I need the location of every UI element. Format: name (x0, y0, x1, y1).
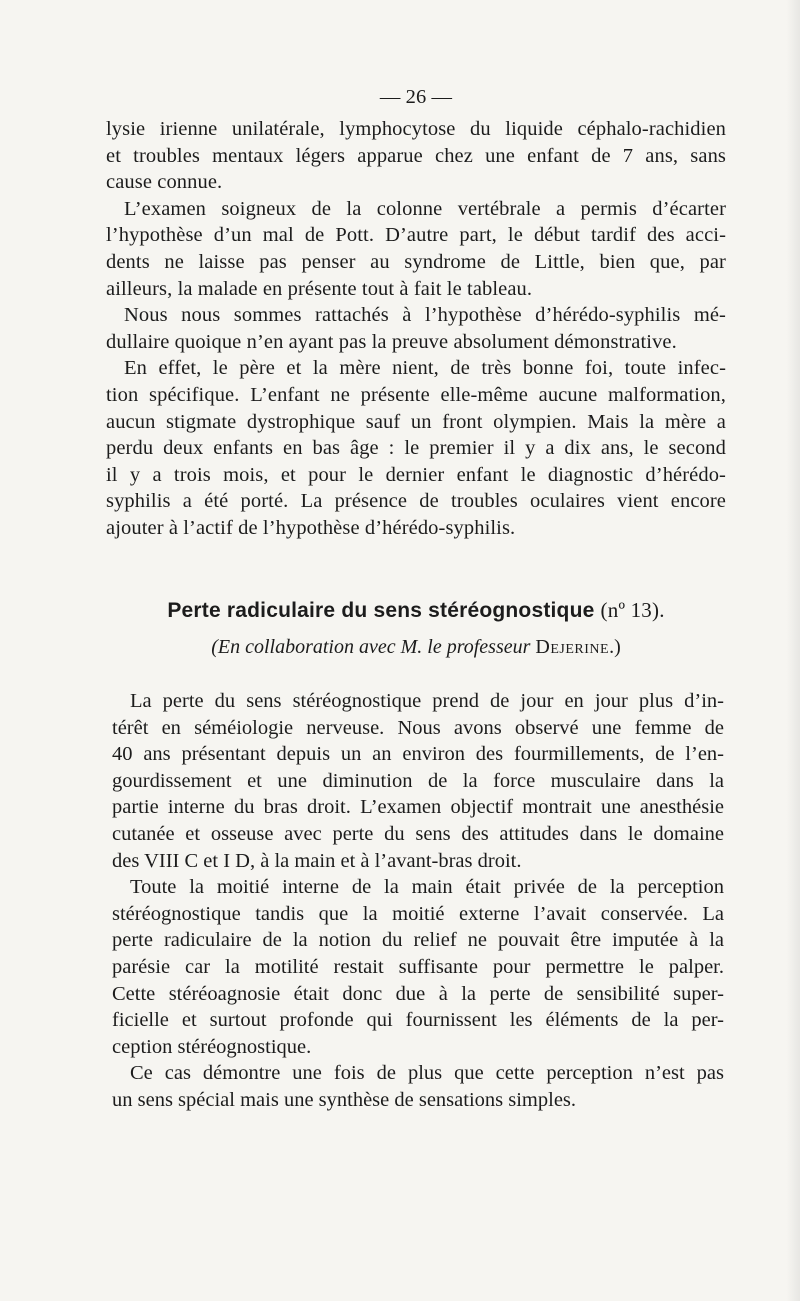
text-line: gourdissement et une diminution de la force musculaire dans la (112, 769, 724, 792)
section-paragraph-1 (112, 688, 724, 874)
text-line: dullaire quoique n’en ayant pas la preuve absolument démonstrative. (106, 330, 677, 353)
collaboration-note (106, 636, 726, 659)
intro-paragraph-1 (106, 116, 726, 196)
section-body (112, 688, 724, 1114)
text-line: ailleurs, la malade en présente tout à fait le tableau. (106, 277, 533, 300)
collaboration-text: (En collaboration avec M. le professeur (211, 636, 531, 658)
text-line: un sens spécial mais une synthèse de sensations simples. (112, 1088, 577, 1111)
text-line: cutanée et osseuse avec perte du sens des attitudes dans le domaine (112, 822, 724, 845)
section-reference: (nº 13). (600, 598, 665, 622)
page-number: — 26 — (379, 86, 453, 108)
intro-paragraph-2 (106, 196, 726, 302)
text-line: Nous nous sommes rattachés à l’hypothèse d’hérédo-syphilis mé- (124, 304, 726, 327)
collaboration-close: .) (609, 636, 621, 658)
text-line: et troubles mentaux légers apparue chez une enfant de 7 ans, sans (106, 144, 726, 167)
text-line: parésie car la motilité restait suffisante pour permettre le palper. (112, 955, 724, 978)
text-line: syphilis a été porté. La présence de troubles oculaires vient encore (106, 490, 726, 513)
text-line: Ce cas démontre une fois de plus que cette perception n’est pas (130, 1062, 724, 1085)
section-paragraph-2 (112, 874, 724, 1060)
text-line: La perte du sens stéréognostique prend de jour en jour plus d’in- (130, 690, 724, 712)
collaborator-name: Dejerine (535, 636, 610, 658)
text-line: Cette stéréoagnosie était donc due à la perte de sensibilité super- (112, 982, 724, 1005)
text-line: L’examen soigneux de la colonne vertébrale a permis d’écarter (124, 197, 726, 220)
text-line: térêt en séméiologie nerveuse. Nous avons observé une femme de (112, 716, 724, 739)
text-line: ception stéréognostique. (112, 1035, 312, 1058)
text-line: stéréognostique tandis que la moitié externe l’avait conservée. La (112, 902, 724, 925)
intro-paragraph-3 (106, 302, 726, 355)
page-body (106, 82, 726, 542)
page-edge-shadow (786, 0, 800, 1301)
text-line: ajouter à l’actif de l’hypothèse d’hérédo-syphilis. (106, 516, 516, 539)
text-line: des VIII C et I D, à la main et à l’avant-bras droit. (112, 849, 522, 872)
section-heading (106, 598, 726, 623)
text-line: perte radiculaire de la notion du relief ne pouvait être imputée à la (112, 929, 724, 952)
text-line: tion spécifique. L’enfant ne présente elle-même aucune malformation, (106, 383, 726, 406)
section-paragraph-3 (112, 1060, 724, 1113)
text-line: En effet, le père et la mère nient, de très bonne foi, toute infec- (124, 357, 726, 380)
text-line: partie interne du bras droit. L’examen objectif montrait une anesthésie (112, 796, 724, 819)
text-line: dents ne laisse pas penser au syndrome de Little, bien que, par (106, 250, 726, 273)
text-line: l’hypothèse d’un mal de Pott. D’autre part, le début tardif des acci- (106, 224, 726, 247)
section-title: Perte radiculaire du sens stéréognostique (167, 599, 595, 622)
text-line: 40 ans présentant depuis un an environ des fourmillements, de l’en- (112, 743, 724, 766)
text-line: lysie irienne unilatérale, lymphocytose du liquide céphalo-rachidien (106, 118, 726, 140)
text-line: ficielle et surtout profonde qui fournissent les éléments de la per- (112, 1009, 724, 1032)
text-line: aucun stigmate dystrophique sauf un front olympien. Mais la mère a (106, 410, 726, 433)
text-line: Toute la moitié interne de la main était privée de la perception (130, 876, 724, 899)
text-line: il y a trois mois, et pour le dernier enfant le diagnostic d’hérédo- (106, 463, 726, 486)
text-line: perdu deux enfants en bas âge : le premier il y a dix ans, le second (106, 437, 726, 460)
text-line: cause connue. (106, 171, 223, 194)
intro-paragraph-4 (106, 355, 726, 541)
